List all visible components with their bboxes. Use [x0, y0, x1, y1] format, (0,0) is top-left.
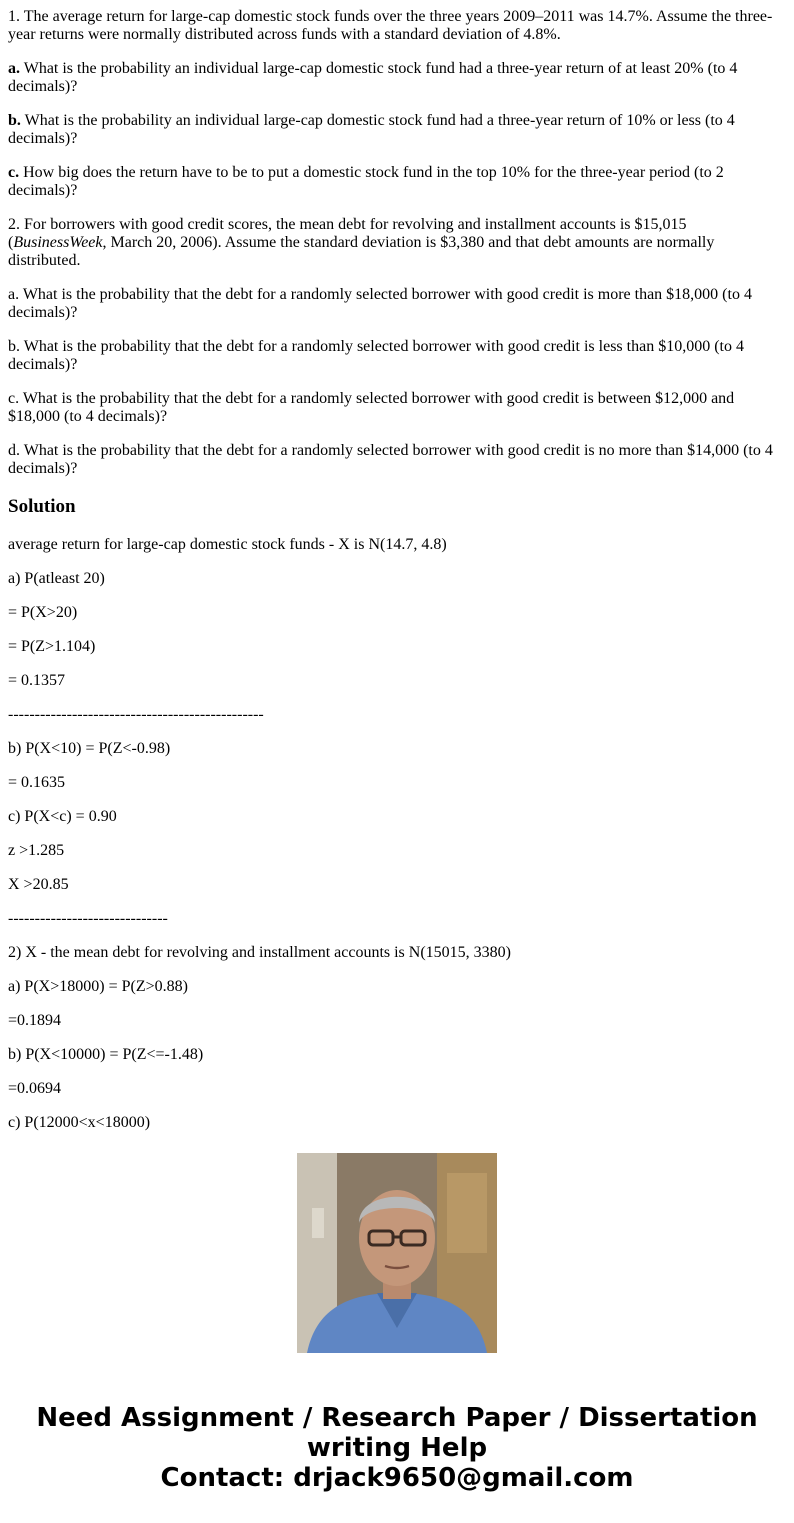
question-2d: d. What is the probability that the debt for a randomly selected borrower with good credit is no more than $14,000 (to 4 decimals)? [8, 442, 773, 477]
question-1c-label: c. [8, 164, 20, 181]
question-1a [8, 60, 778, 96]
author-avatar [297, 1153, 497, 1353]
question-1a-text: What is the probability an individual large-cap domestic stock fund had a three-year return of at least 20% (to 4 decimals)? [8, 60, 738, 95]
solution-line: a) P(X>18000) = P(Z>0.88) [8, 978, 188, 995]
solution-separator: ------------------------------------------------ [8, 706, 264, 723]
question-2-intro-pre: 2. For borrowers with good credit scores, the mean debt for revolving and installment accounts is $15,015 ( [8, 216, 687, 251]
question-2-source: BusinessWeek [13, 234, 103, 251]
question-2b: b. What is the probability that the debt for a randomly selected borrower with good credit is less than $10,000 (to 4 decimals)? [8, 338, 744, 373]
portrait-image [297, 1153, 497, 1353]
solution-line: =0.0694 [8, 1080, 62, 1097]
question-1b [8, 112, 778, 148]
question-2a: a. What is the probability that the debt for a randomly selected borrower with good credit is more than $18,000 (to 4 decimals)? [8, 286, 752, 321]
promo-contact: Contact: drjack9650@gmail.com [160, 1463, 634, 1493]
solution-separator: ------------------------------ [8, 910, 168, 927]
question-2-intro-post: , March 20, 2006). Assume the standard deviation is $3,380 and that debt amounts are normally distributed. [8, 234, 715, 269]
solution-line: = 0.1635 [8, 774, 66, 791]
solution-line: c) P(X<c) = 0.90 [8, 808, 117, 825]
solution-line: average return for large-cap domestic stock funds - X is N(14.7, 4.8) [8, 536, 447, 553]
solution-heading: Solution [8, 496, 76, 517]
solution-line: a) P(atleast 20) [8, 570, 105, 587]
solution-line: X >20.85 [8, 876, 69, 893]
question-2-intro [8, 216, 778, 270]
question-2c: c. What is the probability that the debt for a randomly selected borrower with good credit is between $12,000 and $18,000 (to 4 decimals)? [8, 390, 735, 425]
solution-line: = 0.1357 [8, 672, 66, 689]
document-content [8, 0, 778, 1131]
question-1c [8, 164, 778, 200]
promo-line-2: writing Help [306, 1433, 488, 1463]
promo-line-1: Need Assignment / Research Paper / Dissertation [36, 1403, 758, 1433]
question-1c-text: How big does the return have to be to put a domestic stock fund in the top 10% for the three-year period (to 2 decimals)? [8, 164, 724, 199]
solution-line: b) P(X<10000) = P(Z<=-1.48) [8, 1046, 204, 1063]
question-1a-label: a. [8, 60, 20, 77]
solution-line: b) P(X<10) = P(Z<-0.98) [8, 740, 171, 757]
solution-line: z >1.285 [8, 842, 65, 859]
solution-line: 2) X - the mean debt for revolving and installment accounts is N(15015, 3380) [8, 944, 511, 961]
solution-line: = P(X>20) [8, 604, 78, 621]
solution-line: =0.1894 [8, 1012, 62, 1029]
solution-line: = P(Z>1.104) [8, 638, 96, 655]
promo-banner [0, 1403, 794, 1493]
question-1b-text: What is the probability an individual large-cap domestic stock fund had a three-year return of 10% or less (to 4 decimals)? [8, 112, 735, 147]
question-1b-label: b. [8, 112, 21, 129]
question-1-intro: 1. The average return for large-cap domestic stock funds over the three years 2009–2011 was 14.7%. Assume the three-year returns were normally distributed across funds with a standard deviation of 4.8%. [8, 8, 773, 43]
solution-line: c) P(12000<x<18000) [8, 1114, 151, 1131]
